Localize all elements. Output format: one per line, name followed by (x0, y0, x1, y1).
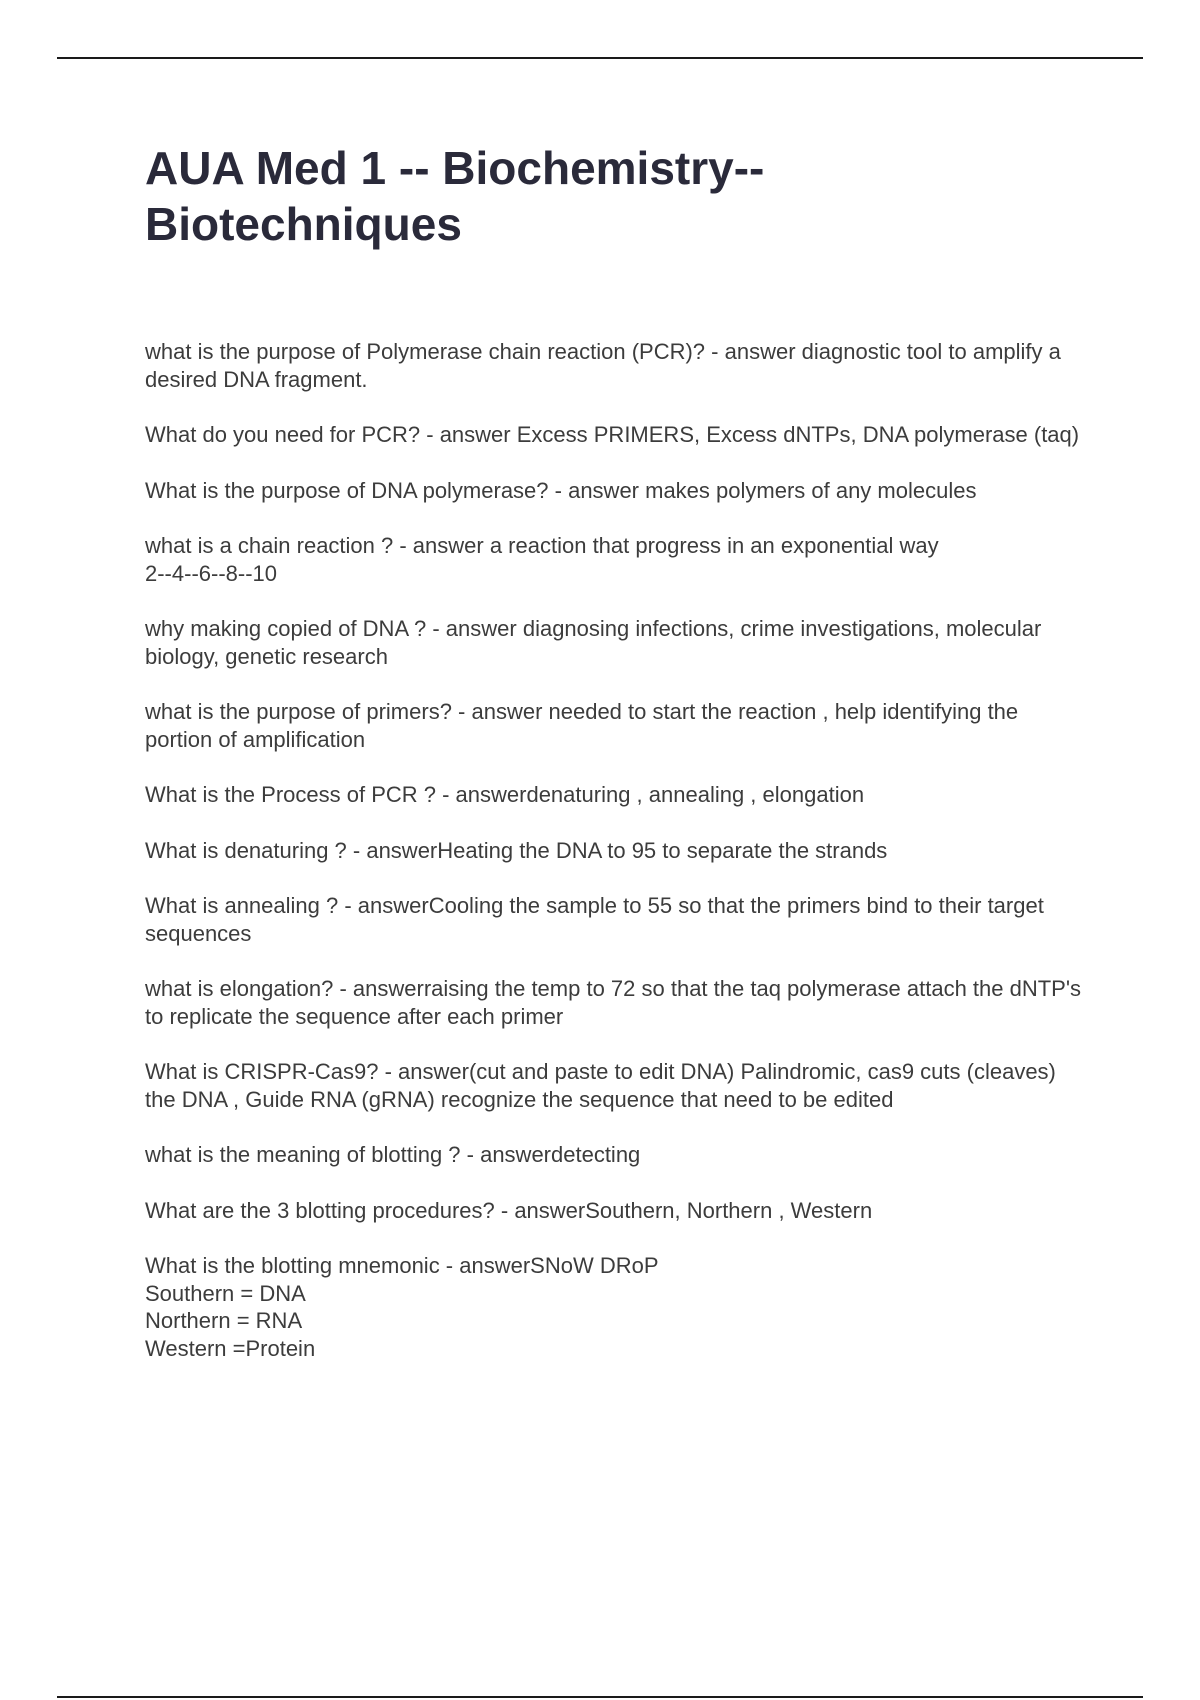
qa-item: What do you need for PCR? - answer Excess PRIMERS, Excess dNTPs, DNA polymerase (taq) (145, 422, 1080, 447)
qa-item: What is the Process of PCR ? - answerdenaturing , annealing , elongation (145, 782, 865, 807)
qa-item: What is denaturing ? - answerHeating the DNA to 95 to separate the strands (145, 837, 888, 863)
qa-item: what is a chain reaction ? - answer a reaction that progress in an exponential way 2--4--6--8--10 (145, 533, 939, 586)
qa-item: What is CRISPR-Cas9? - answer(cut and paste to edit DNA) Palindromic, cas9 cuts (cleaves) the DNA , Guide RNA (gRNA) recognize the sequence that need to be edited (145, 1059, 1056, 1112)
qa-item: what is elongation? - answerraising the temp to 72 so that the taq polymerase attach the dNTP's to replicate the sequence after each primer (145, 976, 1082, 1029)
top-rule (57, 57, 1143, 59)
page-title: AUA Med 1 -- Biochemistry-- Biotechniques (145, 142, 765, 250)
qa-item: What is the purpose of DNA polymerase? - answer makes polymers of any molecules (145, 477, 977, 503)
qa-item: what is the purpose of primers? - answer needed to start the reaction , help identifying the portion of amplification (145, 699, 1019, 752)
qa-item: What are the 3 blotting procedures? - answerSouthern, Northern , Western (145, 1197, 873, 1223)
qa-item: what is the purpose of Polymerase chain reaction (PCR)? - answer diagnostic tool to amplify a desired DNA fragment. (145, 339, 1061, 392)
qa-item: What is the blotting mnemonic - answerSNoW DRoP Southern = DNA Northern = RNA Western =Protein (145, 1253, 659, 1361)
qa-item: what is the meaning of blotting ? - answerdetecting (145, 1142, 641, 1167)
qa-item: why making copied of DNA ? - answer diagnosing infections, crime investigations, molecular biology, genetic research (145, 616, 1042, 669)
qa-list (145, 338, 1085, 1390)
bottom-rule (57, 1696, 1143, 1698)
qa-item: What is annealing ? - answerCooling the sample to 55 so that the primers bind to their target sequences (145, 893, 1044, 946)
